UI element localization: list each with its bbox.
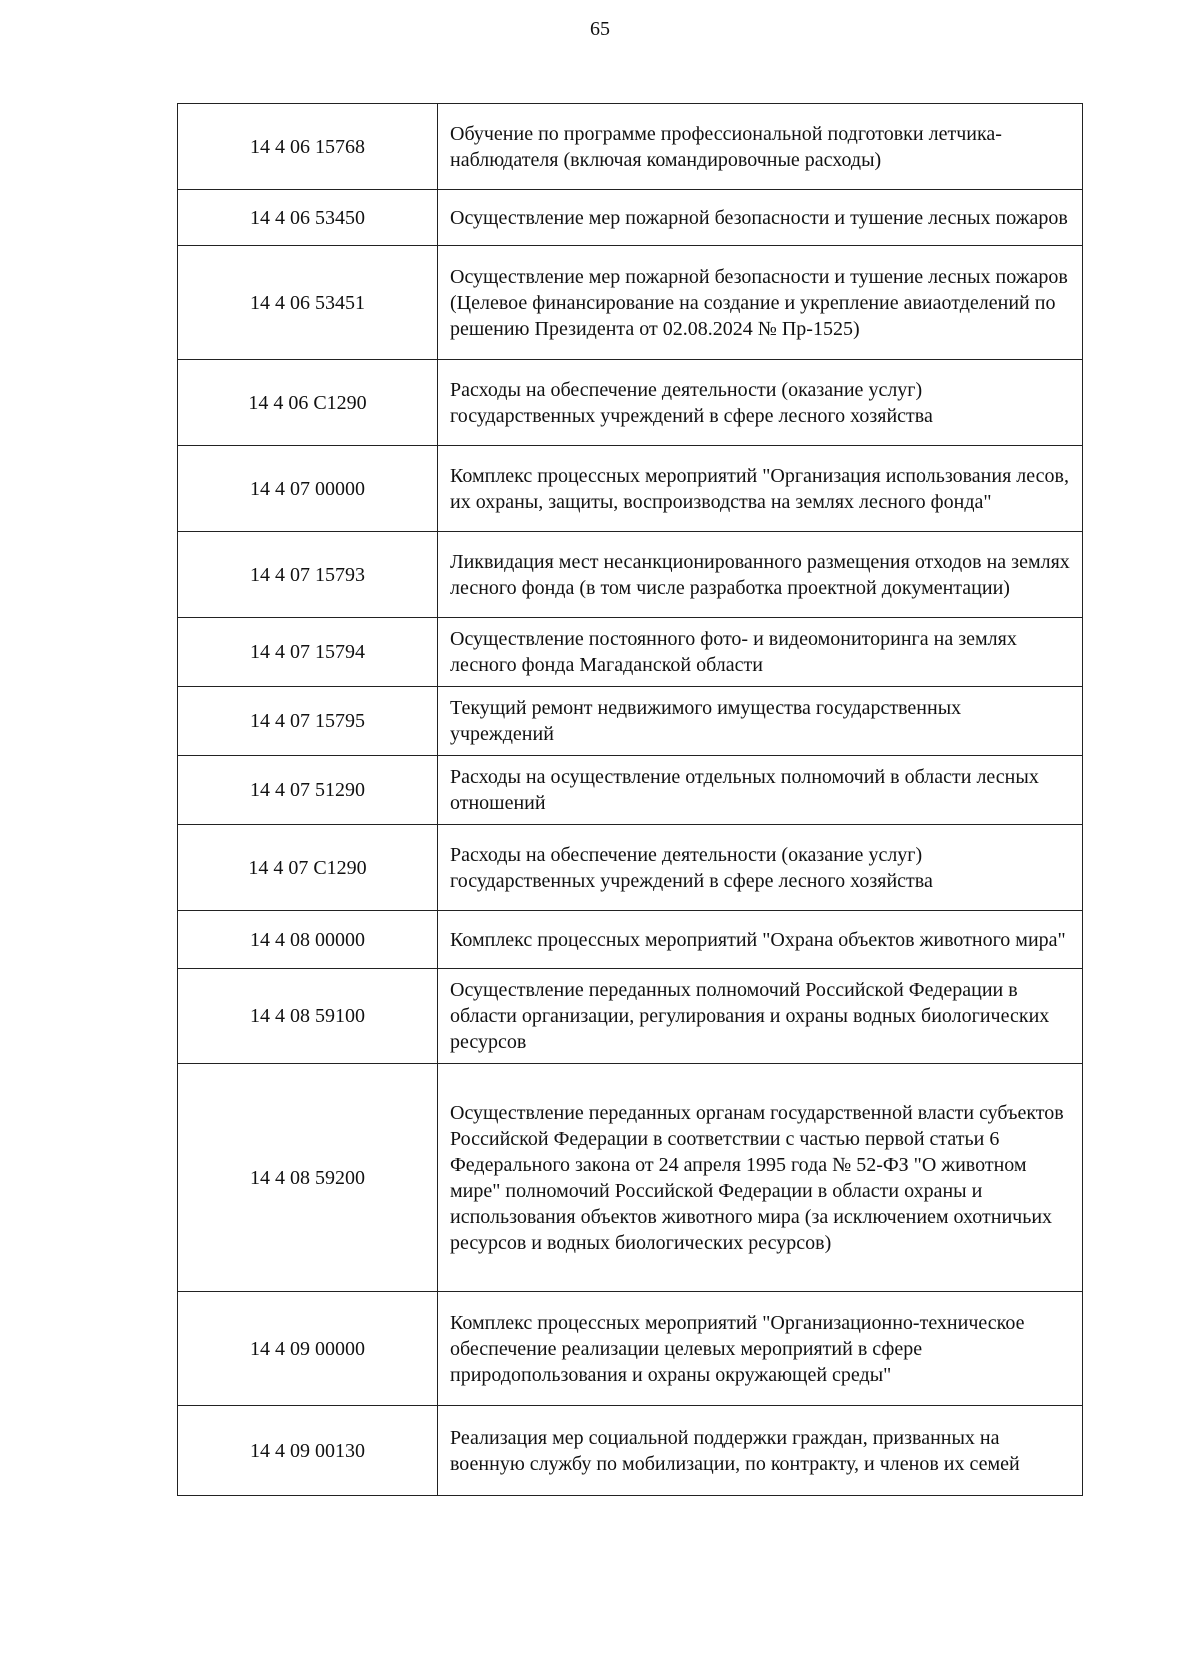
table-row	[178, 1292, 1083, 1406]
row-description: Расходы на осуществление отдельных полномочий в области лесных отношений	[438, 756, 1083, 825]
row-code: 14 4 07 00000	[178, 446, 438, 532]
row-description: Осуществление переданных органам государственной власти субъектов Российской Федерации в соответствии с частью первой статьи 6 Федерального закона от 24 апреля 1995 года № 52-ФЗ "О животном мире" полномочий Российской Федерации в области охраны и использования объектов животного мира (за исключением охотничьих ресурсов и водных биологических ресурсов)	[438, 1064, 1083, 1292]
row-code: 14 4 07 51290	[178, 756, 438, 825]
table-row	[178, 756, 1083, 825]
table-row	[178, 911, 1083, 969]
row-description: Ликвидация мест несанкционированного размещения отходов на землях лесного фонда (в том числе разработка проектной документации)	[438, 532, 1083, 618]
table-row	[178, 687, 1083, 756]
row-description: Обучение по программе профессиональной подготовки летчика-наблюдателя (включая командировочные расходы)	[438, 104, 1083, 190]
row-code: 14 4 08 00000	[178, 911, 438, 969]
table-row	[178, 446, 1083, 532]
row-description: Расходы на обеспечение деятельности (оказание услуг) государственных учреждений в сфере лесного хозяйства	[438, 360, 1083, 446]
table-row	[178, 246, 1083, 360]
row-code: 14 4 06 53451	[178, 246, 438, 360]
row-description: Комплекс процессных мероприятий "Охрана объектов животного мира"	[438, 911, 1083, 969]
table-body	[178, 104, 1083, 1496]
row-code: 14 4 09 00130	[178, 1406, 438, 1496]
row-description: Расходы на обеспечение деятельности (оказание услуг) государственных учреждений в сфере лесного хозяйства	[438, 825, 1083, 911]
row-code: 14 4 06 C1290	[178, 360, 438, 446]
table-row	[178, 532, 1083, 618]
row-code: 14 4 07 15795	[178, 687, 438, 756]
table-row	[178, 618, 1083, 687]
row-description: Осуществление мер пожарной безопасности и тушение лесных пожаров (Целевое финансирование на создание и укрепление авиаотделений по решению Президента от 02.08.2024 № Пр-1525)	[438, 246, 1083, 360]
row-description: Текущий ремонт недвижимого имущества государственных учреждений	[438, 687, 1083, 756]
table-row	[178, 104, 1083, 190]
row-code: 14 4 06 53450	[178, 190, 438, 246]
row-description: Осуществление мер пожарной безопасности и тушение лесных пожаров	[438, 190, 1083, 246]
row-description: Комплекс процессных мероприятий "Организация использования лесов, их охраны, защиты, воспроизводства на землях лесного фонда"	[438, 446, 1083, 532]
table-row	[178, 969, 1083, 1064]
budget-classification-table-container	[177, 103, 1083, 1496]
row-description: Комплекс процессных мероприятий "Организационно-техническое обеспечение реализации целевых мероприятий в сфере природопользования и охраны окружающей среды"	[438, 1292, 1083, 1406]
row-description: Реализация мер социальной поддержки граждан, призванных на военную службу по мобилизации, по контракту, и членов их семей	[438, 1406, 1083, 1496]
row-description: Осуществление переданных полномочий Российской Федерации в области организации, регулирования и охраны водных биологических ресурсов	[438, 969, 1083, 1064]
row-code: 14 4 08 59100	[178, 969, 438, 1064]
row-code: 14 4 07 C1290	[178, 825, 438, 911]
row-code: 14 4 06 15768	[178, 104, 438, 190]
row-description: Осуществление постоянного фото- и видеомониторинга на землях лесного фонда Магаданской области	[438, 618, 1083, 687]
table-row	[178, 1064, 1083, 1292]
table-row	[178, 360, 1083, 446]
row-code: 14 4 07 15794	[178, 618, 438, 687]
table-row	[178, 1406, 1083, 1496]
row-code: 14 4 09 00000	[178, 1292, 438, 1406]
page-number: 65	[590, 18, 610, 40]
table-row	[178, 825, 1083, 911]
row-code: 14 4 08 59200	[178, 1064, 438, 1292]
table-row	[178, 190, 1083, 246]
budget-classification-table	[177, 103, 1083, 1496]
row-code: 14 4 07 15793	[178, 532, 438, 618]
